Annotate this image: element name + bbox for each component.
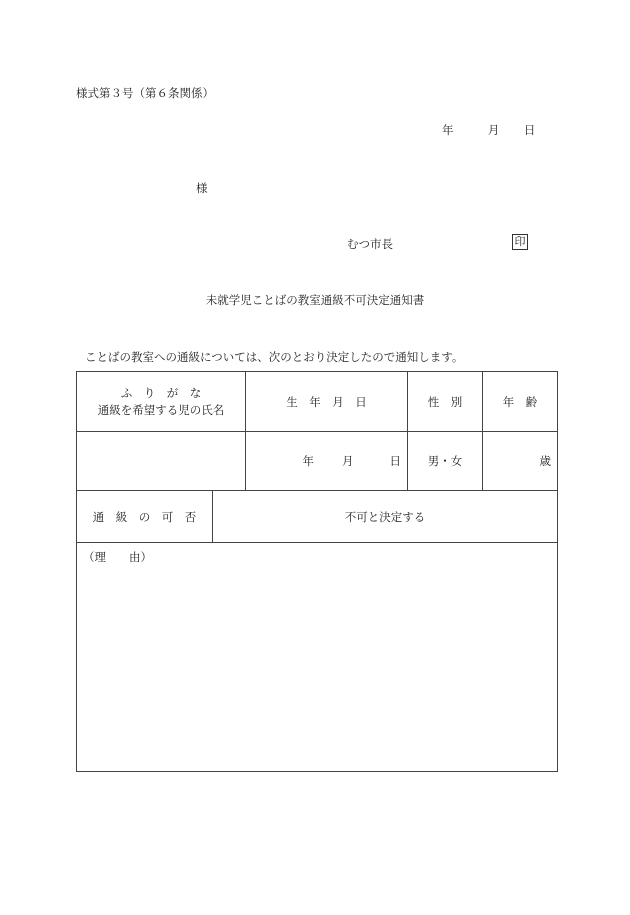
birthdate-field[interactable] [246,432,408,491]
header-gender [408,372,483,432]
header-furigana: ふ り が な [120,385,202,400]
notice-table [76,371,558,772]
intro-text: ことばの教室への通級については、次のとおり決定したので通知します。 [85,350,464,364]
date-month-label: 月 [487,123,500,137]
header-child-name-label: 通級を希望する児の氏名 [97,402,225,417]
header-age [483,372,557,432]
birth-year-label: 年 [302,454,314,468]
gender-options: 男・女 [427,454,463,468]
recipient-honorific: 様 [196,181,208,195]
date-day-label: 日 [523,123,536,137]
header-age-label: 年 齢 [502,394,538,409]
decision-value: 不可と決定する [344,509,426,524]
header-birthdate-label: 生 年 月 日 [286,394,367,409]
age-field[interactable] [483,432,557,491]
birth-month-label: 月 [342,454,354,468]
reason-label: （理 由） [83,550,152,564]
decision-value-cell [213,491,557,543]
decision-label: 通 級 の 可 否 [92,509,197,524]
gender-field[interactable] [408,432,483,491]
date-line [442,122,535,138]
form-number: 様式第３号（第６条関係） [76,86,214,100]
child-name-field[interactable] [77,432,246,491]
age-unit: 歳 [539,454,551,468]
decision-label-cell [77,491,213,543]
header-gender-label: 性 別 [427,394,463,409]
birth-day-label: 日 [389,454,401,468]
seal-mark: 印 [512,234,528,250]
document-title: 未就学児ことばの教室通級不可決定通知書 [205,293,425,307]
header-child-name [77,372,246,432]
date-year-label: 年 [442,123,454,137]
reason-field[interactable] [77,543,557,771]
header-birthdate [246,372,408,432]
issuer-title: むつ市長 [347,237,393,251]
